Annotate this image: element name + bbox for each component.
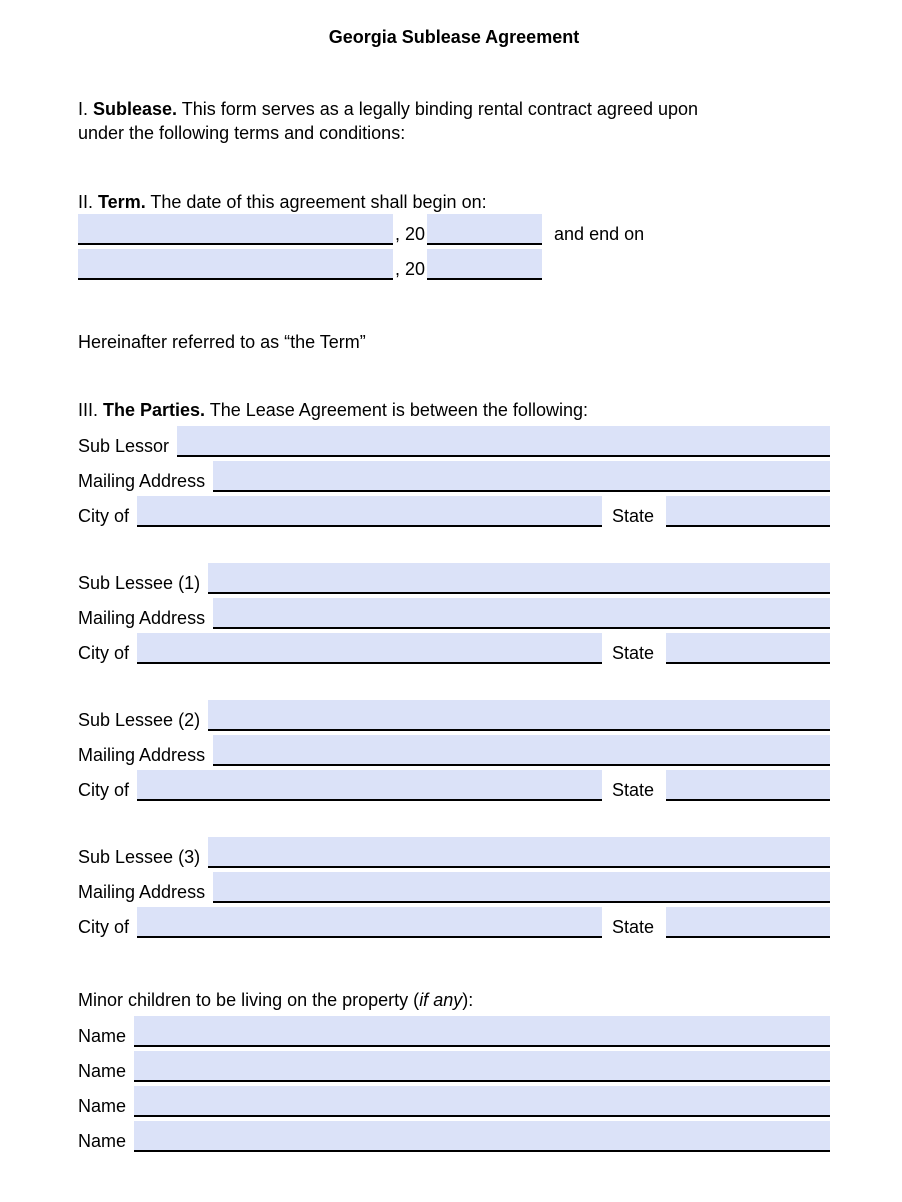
sub-lessor-city-field[interactable] xyxy=(137,496,602,527)
minor-child-row xyxy=(78,1012,830,1047)
if-any-italic: if any xyxy=(419,990,463,1010)
page-title: Georgia Sublease Agreement xyxy=(328,27,580,47)
end-year-prefix: , 20 xyxy=(395,259,426,279)
section-ii-keyword: Term. xyxy=(98,192,146,212)
party-name-row xyxy=(78,559,830,594)
mailing-address-row xyxy=(78,457,830,492)
party-label: Sub Lessee (3) xyxy=(78,847,201,867)
term-end-row xyxy=(78,249,830,280)
minor-child-row xyxy=(78,1047,830,1082)
party-name-row xyxy=(78,833,830,868)
section-i-paragraph xyxy=(78,97,830,145)
sub-lessee-3-city-field[interactable] xyxy=(137,907,602,938)
city-state-row xyxy=(78,766,830,801)
section-iii-keyword: The Parties. xyxy=(103,400,206,420)
mailing-address-label: Mailing Address xyxy=(78,608,206,628)
mailing-address-row xyxy=(78,731,830,766)
section-i-line2: under the following terms and conditions: xyxy=(78,123,406,143)
sub-lessee-1-name-field[interactable] xyxy=(208,563,830,594)
term-begin-row xyxy=(78,214,830,245)
minor-child-4-name-field[interactable] xyxy=(134,1121,830,1152)
party-block-sub-lessor xyxy=(78,422,830,527)
sub-lessee-2-mailing-address-field[interactable] xyxy=(213,735,830,766)
name-label: Name xyxy=(78,1061,127,1081)
minor-child-1-name-field[interactable] xyxy=(134,1016,830,1047)
party-label: Sub Lessor xyxy=(78,436,170,456)
sub-lessor-state-field[interactable] xyxy=(666,496,830,527)
sub-lessee-1-state-field[interactable] xyxy=(666,633,830,664)
sub-lessee-2-name-field[interactable] xyxy=(208,700,830,731)
mailing-address-label: Mailing Address xyxy=(78,745,206,765)
hereinafter-note: Hereinafter referred to as “the Term” xyxy=(78,332,366,352)
minor-child-3-name-field[interactable] xyxy=(134,1086,830,1117)
party-label: Sub Lessee (2) xyxy=(78,710,201,730)
city-state-row xyxy=(78,629,830,664)
name-label: Name xyxy=(78,1026,127,1046)
party-label: Sub Lessee (1) xyxy=(78,573,201,593)
state-label: State xyxy=(612,780,655,800)
sub-lessee-3-name-field[interactable] xyxy=(208,837,830,868)
sub-lessee-1-city-field[interactable] xyxy=(137,633,602,664)
begin-year-prefix: , 20 xyxy=(395,224,426,244)
mailing-address-row xyxy=(78,594,830,629)
section-i-line1: This form serves as a legally binding rental contract agreed upon xyxy=(177,99,699,119)
city-of-label: City of xyxy=(78,780,130,800)
mailing-address-label: Mailing Address xyxy=(78,882,206,902)
section-ii-numeral: II. xyxy=(78,192,99,212)
begin-date-field[interactable] xyxy=(78,214,393,245)
sub-lessee-1-mailing-address-field[interactable] xyxy=(213,598,830,629)
city-state-row xyxy=(78,492,830,527)
sub-lessor-name-field[interactable] xyxy=(177,426,830,457)
minor-child-row xyxy=(78,1117,830,1152)
state-label: State xyxy=(612,917,655,937)
minor-child-row xyxy=(78,1082,830,1117)
minor-children-text: Minor children to be living on the property ( xyxy=(78,990,420,1010)
minor-children-colon: ): xyxy=(462,990,474,1010)
name-label: Name xyxy=(78,1131,127,1151)
party-block-sub-lessee-3 xyxy=(78,833,830,938)
city-of-label: City of xyxy=(78,506,130,526)
and-end-on-label: and end on xyxy=(554,224,645,244)
name-label: Name xyxy=(78,1096,127,1116)
sub-lessee-2-state-field[interactable] xyxy=(666,770,830,801)
mailing-address-row xyxy=(78,868,830,903)
section-iii-rest: The Lease Agreement is between the following: xyxy=(205,400,588,420)
party-name-row xyxy=(78,696,830,731)
section-iii-numeral: III. xyxy=(78,400,104,420)
party-block-sub-lessee-2 xyxy=(78,696,830,801)
section-i-numeral: I. xyxy=(78,99,94,119)
minor-children-name-list xyxy=(78,1012,830,1152)
end-year-field[interactable] xyxy=(427,249,542,280)
state-label: State xyxy=(612,506,655,526)
sub-lessee-2-city-field[interactable] xyxy=(137,770,602,801)
section-i-keyword: Sublease. xyxy=(93,99,178,119)
state-label: State xyxy=(612,643,655,663)
section-ii-rest: The date of this agreement shall begin on: xyxy=(145,192,487,212)
minor-child-2-name-field[interactable] xyxy=(134,1051,830,1082)
sub-lessee-3-state-field[interactable] xyxy=(666,907,830,938)
end-date-field[interactable] xyxy=(78,249,393,280)
sub-lessor-mailing-address-field[interactable] xyxy=(213,461,830,492)
party-block-sub-lessee-1 xyxy=(78,559,830,664)
minor-children-heading xyxy=(78,988,830,1012)
mailing-address-label: Mailing Address xyxy=(78,471,206,491)
city-state-row xyxy=(78,903,830,938)
city-of-label: City of xyxy=(78,917,130,937)
city-of-label: City of xyxy=(78,643,130,663)
begin-year-field[interactable] xyxy=(427,214,542,245)
party-name-row xyxy=(78,422,830,457)
sub-lessee-3-mailing-address-field[interactable] xyxy=(213,872,830,903)
section-iii-heading xyxy=(78,398,830,422)
section-ii-heading xyxy=(78,190,830,214)
